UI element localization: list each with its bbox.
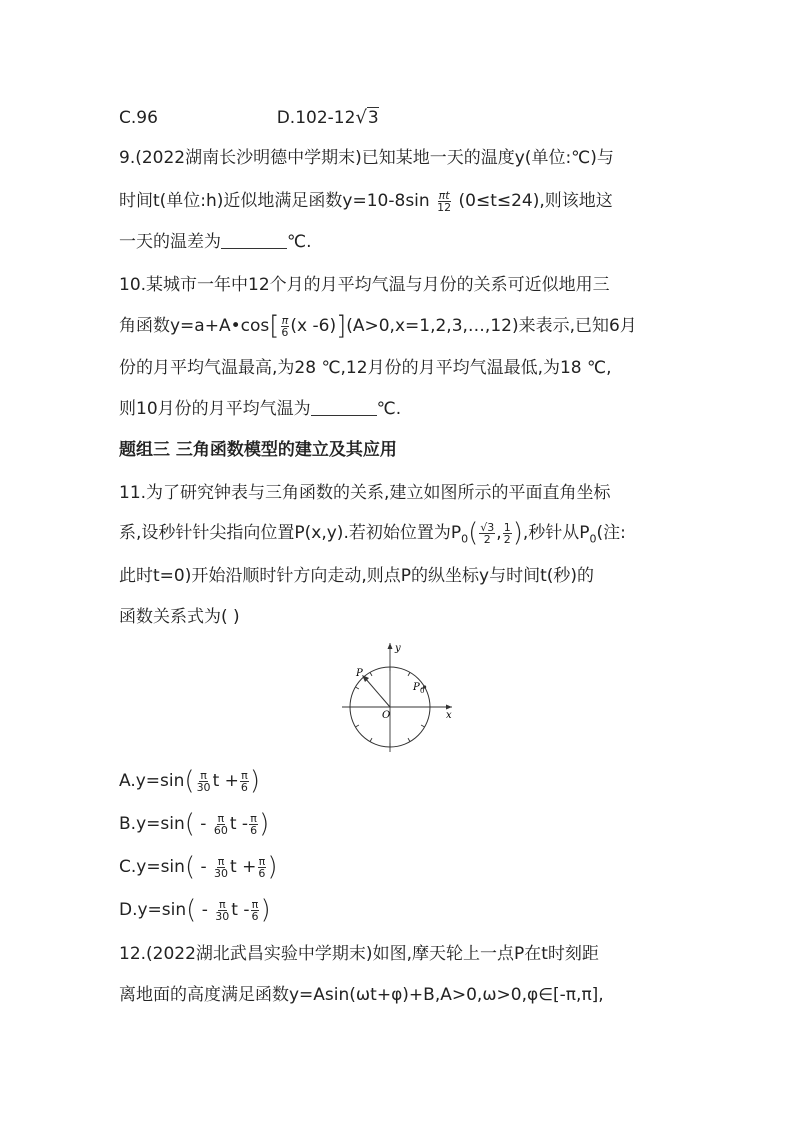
option-c: C.96 [119, 108, 158, 128]
label-y: y [395, 643, 401, 654]
option-d: D.102-12√3 [276, 107, 379, 128]
option-b[interactable]: B.y=sin( - $\frac{\pi}{60}$ t - $\frac{\pi}{6}$ ) [119, 809, 270, 839]
second-hand [365, 678, 390, 707]
q9-line-2: 时间t(单位:h)近似地满足函数y=10-8sin $\frac{\pi t}{12}$ (0≤t≤24),则该地这 [119, 188, 613, 214]
label-origin: O [382, 710, 391, 721]
q12-line-2: 离地面的高度满足函数y=Asin(ωt+φ)+B,A>0,ω>0,φ∈[-π,π], [119, 985, 604, 1005]
q11-line-2: 系,设秒针针尖指向位置P(x,y).若初始位置为$P_0$( $\frac{√3}{2}$ , $\frac{1}{2}$ ),秒针从$P_0$(注: [119, 518, 626, 548]
y-axis-arrow [388, 643, 393, 649]
q12-line-1: 12.(2022湖北武昌实验中学期末)如图,摩天轮上一点P在t时刻距 [119, 944, 599, 964]
q9-line-1: 9.(2022湖南长沙明德中学期末)已知某地一天的温度y(单位:℃)与 [119, 148, 614, 168]
q11-line-3: 此时t=0)开始沿顺时针方向走动,则点P的纵坐标y与时间t(秒)的 [119, 566, 595, 586]
option-d[interactable]: D.y=sin( - $\frac{\pi}{30}$ t - $\frac{\pi}{6}$ ) [119, 895, 271, 925]
label-p0: P [413, 682, 420, 693]
q10-line-4: 则10月份的月平均气温为 ℃. [119, 399, 402, 419]
label-x: x [446, 710, 452, 721]
q10-line-2: 角函数y=a+A•cos[ $\frac{\pi}{6}$ (x -6)](A>0,x=1,2,3,…,12)来表示,已知6月 [119, 311, 637, 341]
q9-line-3: 一天的温差为 ℃. [119, 232, 312, 252]
option-row-c-d [119, 106, 379, 130]
x-axis-arrow [446, 705, 452, 710]
q11-line-1: 11.为了研究钟表与三角函数的关系,建立如图所示的平面直角坐标 [119, 483, 611, 503]
answer-blank[interactable] [311, 397, 377, 416]
fraction-pi-t-over-12: $\frac{\pi t}{12}$ [437, 188, 452, 214]
label-p: P [356, 668, 363, 679]
option-a[interactable]: A.y=sin( $\frac{\pi}{30}$ t + $\frac{\pi}{6}$ ) [119, 766, 261, 796]
option-c[interactable]: C.y=sin( - $\frac{\pi}{30}$ t + $\frac{\pi}{6}$ ) [119, 852, 278, 882]
answer-blank[interactable] [221, 230, 287, 249]
clock-coordinate-figure [340, 640, 460, 755]
section-heading: 题组三 三角函数模型的建立及其应用 [119, 440, 397, 460]
q10-line-3: 份的月平均气温最高,为28 ℃,12月份的月平均气温最低,为18 ℃, [119, 358, 612, 378]
q11-line-4: 函数关系式为( ) [119, 607, 240, 627]
label-p0-sub: 0 [420, 687, 425, 695]
q10-line-1: 10.某城市一年中12个月的月平均气温与月份的关系可近似地用三 [119, 275, 610, 295]
